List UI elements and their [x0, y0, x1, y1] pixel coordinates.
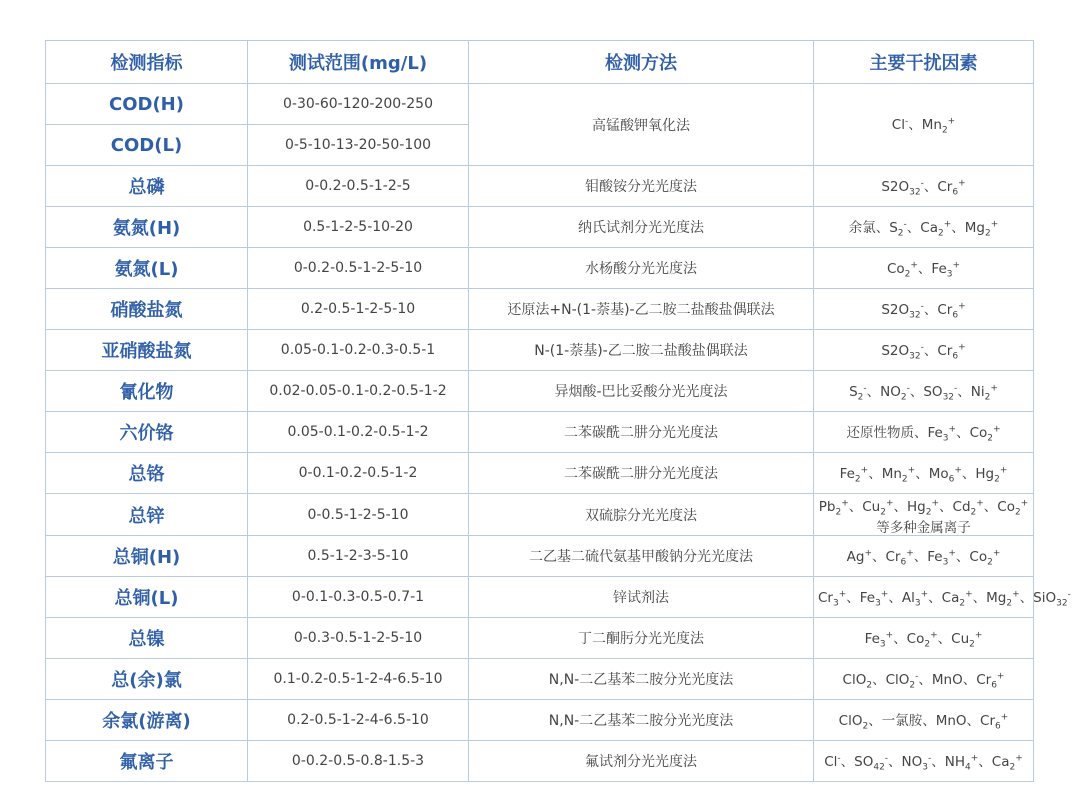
interference-text: 还原性物质、$Fe_3^+$、$Co_2^+$	[846, 424, 1001, 444]
interference-cell	[814, 659, 1034, 700]
method-cell: 二苯碳酰二肼分光光度法	[469, 453, 814, 494]
interference-text: $Fe_3^+$、$Co_2^+$、$Cu_2^+$	[864, 630, 983, 650]
interference-cell	[814, 494, 1034, 536]
table-row	[46, 577, 1034, 618]
interference-text: $S_2^-$、$NO_2^-$、$SO_{32}^-$、$Ni_2^+$	[849, 383, 998, 403]
interference-text: Ag+、$Cr_6^+$、$Fe_3^+$、$Co_2^+$	[846, 548, 1001, 568]
header-interference: 主要干扰因素	[814, 41, 1034, 84]
header-indicator: 检测指标	[46, 41, 248, 84]
interference-cell	[814, 577, 1071, 618]
range-cell: 0.05-0.1-0.2-0.3-0.5-1	[248, 330, 469, 371]
table-row	[46, 618, 1034, 659]
table-row	[46, 166, 1034, 207]
header-row	[46, 41, 1034, 84]
table-row	[46, 494, 1034, 536]
method-cell: 钼酸铵分光光度法	[469, 166, 814, 207]
method-cell: 氟试剂分光光度法	[469, 741, 814, 782]
range-cell: 0-5-10-13-20-50-100	[248, 125, 469, 166]
range-cell: 0-0.2-0.5-0.8-1.5-3	[248, 741, 469, 782]
interference-text: 余氯、$S_2^-$、$Ca_2^+$、$Mg_2^+$	[848, 219, 999, 239]
method-cell: 丁二酮肟分光光度法	[469, 618, 814, 659]
water-test-spec-table	[45, 40, 1071, 782]
indicator-cell: 硝酸盐氮	[46, 289, 248, 330]
indicator-cell: 总铬	[46, 453, 248, 494]
table-row	[46, 289, 1034, 330]
indicator-cell: 氰化物	[46, 371, 248, 412]
indicator-cell: 六价铬	[46, 412, 248, 453]
table-header	[46, 41, 1034, 84]
interference-cell	[814, 741, 1034, 782]
interference-text: ClO$_2$、ClO$_2$-、MnO、$Cr_6^+$	[842, 671, 1005, 691]
range-cell: 0-0.2-0.5-1-2-5	[248, 166, 469, 207]
indicator-cell: 总磷	[46, 166, 248, 207]
interference-cell	[814, 330, 1034, 371]
method-cell: 双硫腙分光光度法	[469, 494, 814, 536]
range-cell: 0.02-0.05-0.1-0.2-0.5-1-2	[248, 371, 469, 412]
interference-text: Cl-、$SO_{42}^-$、$NO_3^-$、$NH_4^+$、$Ca_2^+$	[824, 753, 1023, 773]
indicator-cell: 氨氮(H)	[46, 207, 248, 248]
range-cell: 0-0.2-0.5-1-2-5-10	[248, 248, 469, 289]
interference-cell	[814, 84, 1034, 166]
method-cell: 二乙基二硫代氨基甲酸钠分光光度法	[469, 536, 814, 577]
indicator-cell: 总铜(H)	[46, 536, 248, 577]
interference-text: $Fe_2^+$、$Mn_2^+$、$Mo_6^+$、$Hg_2^+$	[839, 465, 1008, 485]
table-row	[46, 84, 1034, 125]
interference-text: $Cr_3^+$、$Fe_3^+$、$Al_3^+$、$Ca_2^+$、$Mg_2^+$、SiO$_{32}$-	[818, 589, 1071, 609]
interference-cell	[814, 248, 1034, 289]
interference-text: $S2O_{32}^-$、$Cr_6^+$	[881, 301, 966, 321]
table-row	[46, 700, 1034, 741]
interference-text: $S2O_{32}^-$、$Cr_6^+$	[881, 178, 966, 198]
interference-cell	[814, 536, 1034, 577]
method-cell: 水杨酸分光光度法	[469, 248, 814, 289]
table-row	[46, 207, 1034, 248]
method-cell: 锌试剂法	[469, 577, 814, 618]
interference-text: $Pb_2^+$、$Cu_2^+$、$Hg_2^+$、$Cd_2^+$、$Co_2^+$	[818, 498, 1029, 518]
interference-cell	[814, 618, 1034, 659]
header-range: 测试范围(mg/L)	[248, 41, 469, 84]
interference-cell	[814, 166, 1034, 207]
method-cell: 还原法+N-(1-萘基)-乙二胺二盐酸盐偶联法	[469, 289, 814, 330]
table-row	[46, 248, 1034, 289]
indicator-cell: 总铜(L)	[46, 577, 248, 618]
range-cell: 0-0.1-0.3-0.5-0.7-1	[248, 577, 469, 618]
interference-cell	[814, 453, 1034, 494]
interference-cell	[814, 207, 1034, 248]
range-cell: 0.5-1-2-5-10-20	[248, 207, 469, 248]
interference-cell	[814, 371, 1034, 412]
indicator-cell: COD(H)	[46, 84, 248, 125]
range-cell: 0-0.5-1-2-5-10	[248, 494, 469, 536]
indicator-cell: 总(余)氯	[46, 659, 248, 700]
interference-cell	[814, 700, 1034, 741]
table-row	[46, 371, 1034, 412]
range-cell: 0.5-1-2-3-5-10	[248, 536, 469, 577]
indicator-cell: 氨氮(L)	[46, 248, 248, 289]
indicator-cell: 亚硝酸盐氮	[46, 330, 248, 371]
range-cell: 0.2-0.5-1-2-4-6.5-10	[248, 700, 469, 741]
indicator-cell: 氟离子	[46, 741, 248, 782]
method-cell: 高锰酸钾氧化法	[469, 84, 814, 166]
table-row	[46, 741, 1034, 782]
method-cell: 二苯碳酰二肼分光光度法	[469, 412, 814, 453]
interference-text: $Co_2^+$、$Fe_3^+$	[886, 260, 961, 280]
method-cell: N-(1-萘基)-乙二胺二盐酸盐偶联法	[469, 330, 814, 371]
method-cell: N,N-二乙基苯二胺分光光度法	[469, 700, 814, 741]
indicator-cell: 总镍	[46, 618, 248, 659]
range-cell: 0-30-60-120-200-250	[248, 84, 469, 125]
table-row	[46, 330, 1034, 371]
indicator-cell: COD(L)	[46, 125, 248, 166]
range-cell: 0.05-0.1-0.2-0.5-1-2	[248, 412, 469, 453]
table-row	[46, 412, 1034, 453]
range-cell: 0-0.3-0.5-1-2-5-10	[248, 618, 469, 659]
range-cell: 0.2-0.5-1-2-5-10	[248, 289, 469, 330]
table-body	[46, 84, 1071, 782]
indicator-cell: 总锌	[46, 494, 248, 536]
interference-cell	[814, 289, 1034, 330]
indicator-cell: 余氯(游离)	[46, 700, 248, 741]
method-cell: N,N-二乙基苯二胺分光光度法	[469, 659, 814, 700]
interference-text-line2: 等多种金属离子	[876, 520, 971, 537]
interference-text: $S2O_{32}^-$、$Cr_6^+$	[881, 342, 966, 362]
interference-text: ClO$_2$、一氯胺、MnO、$Cr_6^+$	[838, 712, 1009, 732]
range-cell: 0-0.1-0.2-0.5-1-2	[248, 453, 469, 494]
interference-cell	[814, 412, 1034, 453]
table-row	[46, 453, 1034, 494]
interference-text: Cl-、$Mn_2^+$	[891, 116, 956, 136]
header-method: 检测方法	[469, 41, 814, 84]
range-cell: 0.1-0.2-0.5-1-2-4-6.5-10	[248, 659, 469, 700]
method-cell: 纳氏试剂分光光度法	[469, 207, 814, 248]
table-row	[46, 659, 1034, 700]
method-cell: 异烟酸-巴比妥酸分光光度法	[469, 371, 814, 412]
table-row	[46, 536, 1034, 577]
